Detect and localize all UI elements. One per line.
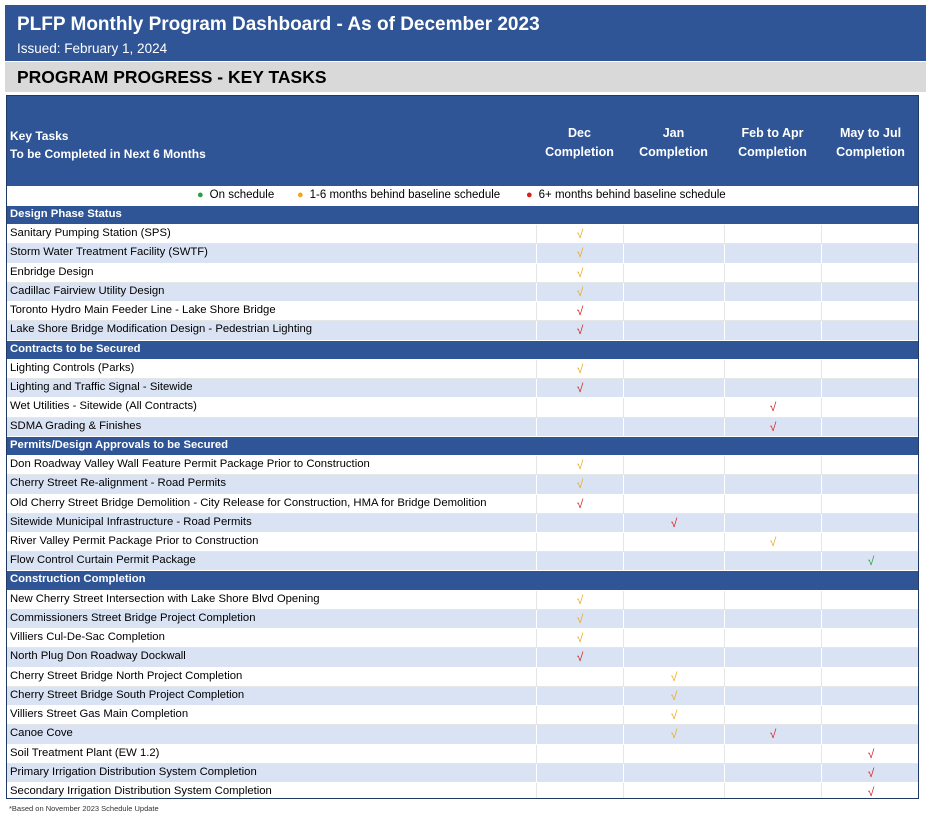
status-cell <box>623 591 724 609</box>
column-header-line: Jan <box>662 126 685 140</box>
status-cell <box>724 668 821 686</box>
status-cell <box>821 783 919 799</box>
table-row <box>7 533 919 552</box>
status-cell <box>821 456 919 474</box>
task-label: Secondary Irrigation Distribution System Completion <box>10 785 272 798</box>
status-cell <box>821 283 919 301</box>
status-cell <box>623 648 724 666</box>
status-cell <box>724 264 821 282</box>
status-cell <box>724 783 821 799</box>
status-cell <box>623 610 724 628</box>
check-icon: √ <box>670 515 678 530</box>
task-label: Villiers Street Gas Main Completion <box>10 708 189 721</box>
status-cell <box>536 495 623 513</box>
status-cell <box>623 302 724 320</box>
check-icon: √ <box>670 708 678 723</box>
status-cell <box>623 379 724 397</box>
check-icon: √ <box>867 765 875 780</box>
status-cell <box>724 398 821 416</box>
table-row <box>7 456 919 475</box>
status-cell <box>821 648 919 666</box>
status-cell <box>623 687 724 705</box>
task-label: Lighting and Traffic Signal - Sitewide <box>10 381 193 394</box>
table-row <box>7 706 919 725</box>
column-header-jan <box>623 124 724 162</box>
task-label: Cadillac Fairview Utility Design <box>10 284 165 297</box>
status-cell <box>623 244 724 262</box>
check-icon: √ <box>576 477 584 492</box>
status-cell <box>536 629 623 647</box>
column-header-dec <box>536 124 623 162</box>
task-label: Primary Irrigation Distribution System Completion <box>10 765 257 778</box>
status-cell <box>821 668 919 686</box>
legend-item-6-plus-months <box>526 189 726 201</box>
status-cell <box>536 398 623 416</box>
check-icon: √ <box>576 458 584 473</box>
section-header <box>5 62 926 92</box>
task-label: Don Roadway Valley Wall Feature Permit Package Prior to Construction <box>10 458 370 471</box>
dashboard-title: PLFP Monthly Program Dashboard - As of December 2023 <box>17 14 540 35</box>
status-cell <box>536 225 623 243</box>
status-cell <box>821 629 919 647</box>
column-header-line: Completion <box>738 145 807 159</box>
table-row <box>7 418 919 437</box>
status-cell <box>821 360 919 378</box>
status-cell <box>821 244 919 262</box>
task-label: Wet Utilities - Sitewide (All Contracts) <box>10 400 197 413</box>
status-cell <box>536 591 623 609</box>
check-icon: √ <box>670 669 678 684</box>
table-row <box>7 379 919 398</box>
footnote: *Based on November 2023 Schedule Update <box>9 804 159 813</box>
status-cell <box>623 495 724 513</box>
status-cell <box>623 552 724 570</box>
task-label: Villiers Cul-De-Sac Completion <box>10 631 165 644</box>
status-cell <box>724 418 821 436</box>
table-row <box>7 610 919 629</box>
status-cell <box>724 302 821 320</box>
legend-text: 6+ months behind baseline schedule <box>538 189 726 201</box>
table-row <box>7 398 919 417</box>
column-header-line: Completion <box>836 145 905 159</box>
column-header-may-jul <box>821 124 919 162</box>
status-cell <box>724 379 821 397</box>
status-cell <box>821 495 919 513</box>
status-cell <box>821 398 919 416</box>
section-label: Design Phase Status <box>10 208 122 220</box>
task-label: Canoe Cove <box>10 727 73 740</box>
check-icon: √ <box>576 265 584 280</box>
task-label: Sitewide Municipal Infrastructure - Road Permits <box>10 515 252 528</box>
status-cell <box>536 475 623 493</box>
column-header-line: Dec <box>568 126 591 140</box>
status-cell <box>821 514 919 532</box>
status-cell <box>724 244 821 262</box>
status-legend <box>7 186 919 206</box>
check-icon: √ <box>769 727 777 742</box>
check-icon: √ <box>576 650 584 665</box>
table-row <box>7 475 919 494</box>
green-dot-icon: ● <box>197 189 204 201</box>
status-cell <box>724 725 821 743</box>
table-row <box>7 552 919 571</box>
table-row <box>7 783 919 799</box>
table-row <box>7 302 919 321</box>
table-row <box>7 514 919 533</box>
task-label: North Plug Don Roadway Dockwall <box>10 650 186 663</box>
key-tasks-subtitle: To be Completed in Next 6 Months <box>10 147 206 161</box>
section-row <box>7 571 919 590</box>
section-label: Permits/Design Approvals to be Secured <box>10 438 229 451</box>
task-label: Cherry Street Bridge South Project Completion <box>10 688 245 701</box>
legend-text: 1-6 months behind baseline schedule <box>309 189 501 201</box>
check-icon: √ <box>576 304 584 319</box>
status-cell <box>536 725 623 743</box>
status-cell <box>724 283 821 301</box>
legend-item-1-6-months <box>297 189 500 201</box>
table-row <box>7 745 919 764</box>
status-cell <box>821 764 919 782</box>
table-row <box>7 591 919 610</box>
check-icon: √ <box>576 611 584 626</box>
table-row <box>7 687 919 706</box>
status-cell <box>821 302 919 320</box>
section-label: Construction Completion <box>10 573 146 586</box>
status-cell <box>821 321 919 339</box>
status-cell <box>623 745 724 763</box>
status-cell <box>724 629 821 647</box>
task-label: Cherry Street Bridge North Project Completion <box>10 669 243 682</box>
check-icon: √ <box>670 727 678 742</box>
status-cell <box>623 783 724 799</box>
orange-dot-icon: ● <box>297 189 304 201</box>
status-cell <box>821 725 919 743</box>
task-label: Cherry Street Re-alignment - Road Permits <box>10 477 226 490</box>
check-icon: √ <box>576 592 584 607</box>
check-icon: √ <box>769 400 777 415</box>
task-label: River Valley Permit Package Prior to Construction <box>10 534 259 547</box>
status-cell <box>821 706 919 724</box>
status-cell <box>724 552 821 570</box>
task-label: Toronto Hydro Main Feeder Line - Lake Shore Bridge <box>10 304 276 317</box>
check-icon: √ <box>576 323 584 338</box>
section-row <box>7 206 919 225</box>
status-cell <box>536 745 623 763</box>
table-row <box>7 264 919 283</box>
task-label: Soil Treatment Plant (EW 1.2) <box>10 746 160 759</box>
task-label: Storm Water Treatment Facility (SWTF) <box>10 246 208 259</box>
status-cell <box>724 610 821 628</box>
status-cell <box>536 456 623 474</box>
status-cell <box>821 418 919 436</box>
status-cell <box>536 533 623 551</box>
status-cell <box>623 264 724 282</box>
check-icon: √ <box>576 227 584 242</box>
key-tasks-label: Key Tasks <box>10 129 69 143</box>
status-cell <box>623 475 724 493</box>
status-cell <box>821 610 919 628</box>
status-cell <box>623 764 724 782</box>
table-row <box>7 225 919 244</box>
status-cell <box>724 591 821 609</box>
status-cell <box>724 456 821 474</box>
status-cell <box>821 225 919 243</box>
status-cell <box>724 706 821 724</box>
status-cell <box>623 456 724 474</box>
status-cell <box>623 418 724 436</box>
status-cell <box>536 764 623 782</box>
table-body <box>7 206 919 799</box>
column-header-feb-apr <box>724 124 821 162</box>
status-cell <box>821 687 919 705</box>
table-row <box>7 668 919 687</box>
key-tasks-table <box>6 95 919 799</box>
check-icon: √ <box>576 284 584 299</box>
status-cell <box>821 379 919 397</box>
status-cell <box>623 514 724 532</box>
status-cell <box>724 687 821 705</box>
task-label: Old Cherry Street Bridge Demolition - City Release for Construction, HMA for Bridge Demolition <box>10 496 487 509</box>
status-cell <box>536 283 623 301</box>
task-label: Sanitary Pumping Station (SPS) <box>10 227 171 240</box>
status-cell <box>536 706 623 724</box>
status-cell <box>623 225 724 243</box>
status-cell <box>536 302 623 320</box>
check-icon: √ <box>867 554 875 569</box>
status-cell <box>724 745 821 763</box>
issued-date: Issued: February 1, 2024 <box>17 41 168 56</box>
task-label: Commissioners Street Bridge Project Completion <box>10 611 256 624</box>
check-icon: √ <box>576 496 584 511</box>
status-cell <box>623 533 724 551</box>
status-cell <box>536 264 623 282</box>
task-label: New Cherry Street Intersection with Lake Shore Blvd Opening <box>10 592 320 605</box>
check-icon: √ <box>576 246 584 261</box>
status-cell <box>536 648 623 666</box>
check-icon: √ <box>867 746 875 761</box>
section-row <box>7 341 919 360</box>
status-cell <box>536 687 623 705</box>
key-tasks-heading <box>10 127 206 163</box>
status-cell <box>724 321 821 339</box>
table-row <box>7 648 919 667</box>
dashboard-banner <box>5 5 926 61</box>
column-header-line: Completion <box>639 145 708 159</box>
check-icon: √ <box>670 688 678 703</box>
legend-text: On schedule <box>209 189 275 201</box>
status-cell <box>536 379 623 397</box>
status-cell <box>536 321 623 339</box>
status-cell <box>724 495 821 513</box>
task-label: Lighting Controls (Parks) <box>10 361 135 374</box>
status-cell <box>623 668 724 686</box>
status-cell <box>623 360 724 378</box>
check-icon: √ <box>867 785 875 799</box>
status-cell <box>536 610 623 628</box>
task-label: Flow Control Curtain Permit Package <box>10 554 196 567</box>
status-cell <box>623 629 724 647</box>
table-row <box>7 725 919 744</box>
status-cell <box>821 552 919 570</box>
check-icon: √ <box>576 631 584 646</box>
check-icon: √ <box>576 361 584 376</box>
table-row <box>7 244 919 263</box>
status-cell <box>536 360 623 378</box>
table-row <box>7 495 919 514</box>
red-dot-icon: ● <box>526 189 533 201</box>
task-label: Lake Shore Bridge Modification Design - Pedestrian Lighting <box>10 323 313 336</box>
status-cell <box>724 764 821 782</box>
table-row <box>7 629 919 648</box>
status-cell <box>536 552 623 570</box>
status-cell <box>821 475 919 493</box>
status-cell <box>821 745 919 763</box>
status-cell <box>821 591 919 609</box>
status-cell <box>821 533 919 551</box>
status-cell <box>623 321 724 339</box>
check-icon: √ <box>769 534 777 549</box>
section-row <box>7 437 919 456</box>
table-row <box>7 764 919 783</box>
status-cell <box>623 725 724 743</box>
table-row <box>7 283 919 302</box>
check-icon: √ <box>769 419 777 434</box>
status-cell <box>724 514 821 532</box>
status-cell <box>623 283 724 301</box>
status-cell <box>724 533 821 551</box>
column-header-line: Feb to Apr <box>741 126 804 140</box>
column-header-line: Completion <box>545 145 614 159</box>
status-cell <box>536 514 623 532</box>
status-cell <box>724 475 821 493</box>
task-label: SDMA Grading & Finishes <box>10 419 142 432</box>
status-cell <box>623 398 724 416</box>
status-cell <box>536 244 623 262</box>
legend-item-on-schedule <box>197 189 274 201</box>
status-cell <box>821 264 919 282</box>
status-cell <box>724 225 821 243</box>
status-cell <box>724 360 821 378</box>
table-row <box>7 360 919 379</box>
table-row <box>7 321 919 340</box>
task-label: Enbridge Design <box>10 265 94 278</box>
status-cell <box>536 418 623 436</box>
status-cell <box>536 668 623 686</box>
column-header-line: May to Jul <box>839 126 902 140</box>
table-header <box>7 96 919 186</box>
section-label: Contracts to be Secured <box>10 342 141 355</box>
section-title: PROGRAM PROGRESS - KEY TASKS <box>17 67 327 87</box>
check-icon: √ <box>576 381 584 396</box>
status-cell <box>623 706 724 724</box>
status-cell <box>724 648 821 666</box>
status-cell <box>536 783 623 799</box>
